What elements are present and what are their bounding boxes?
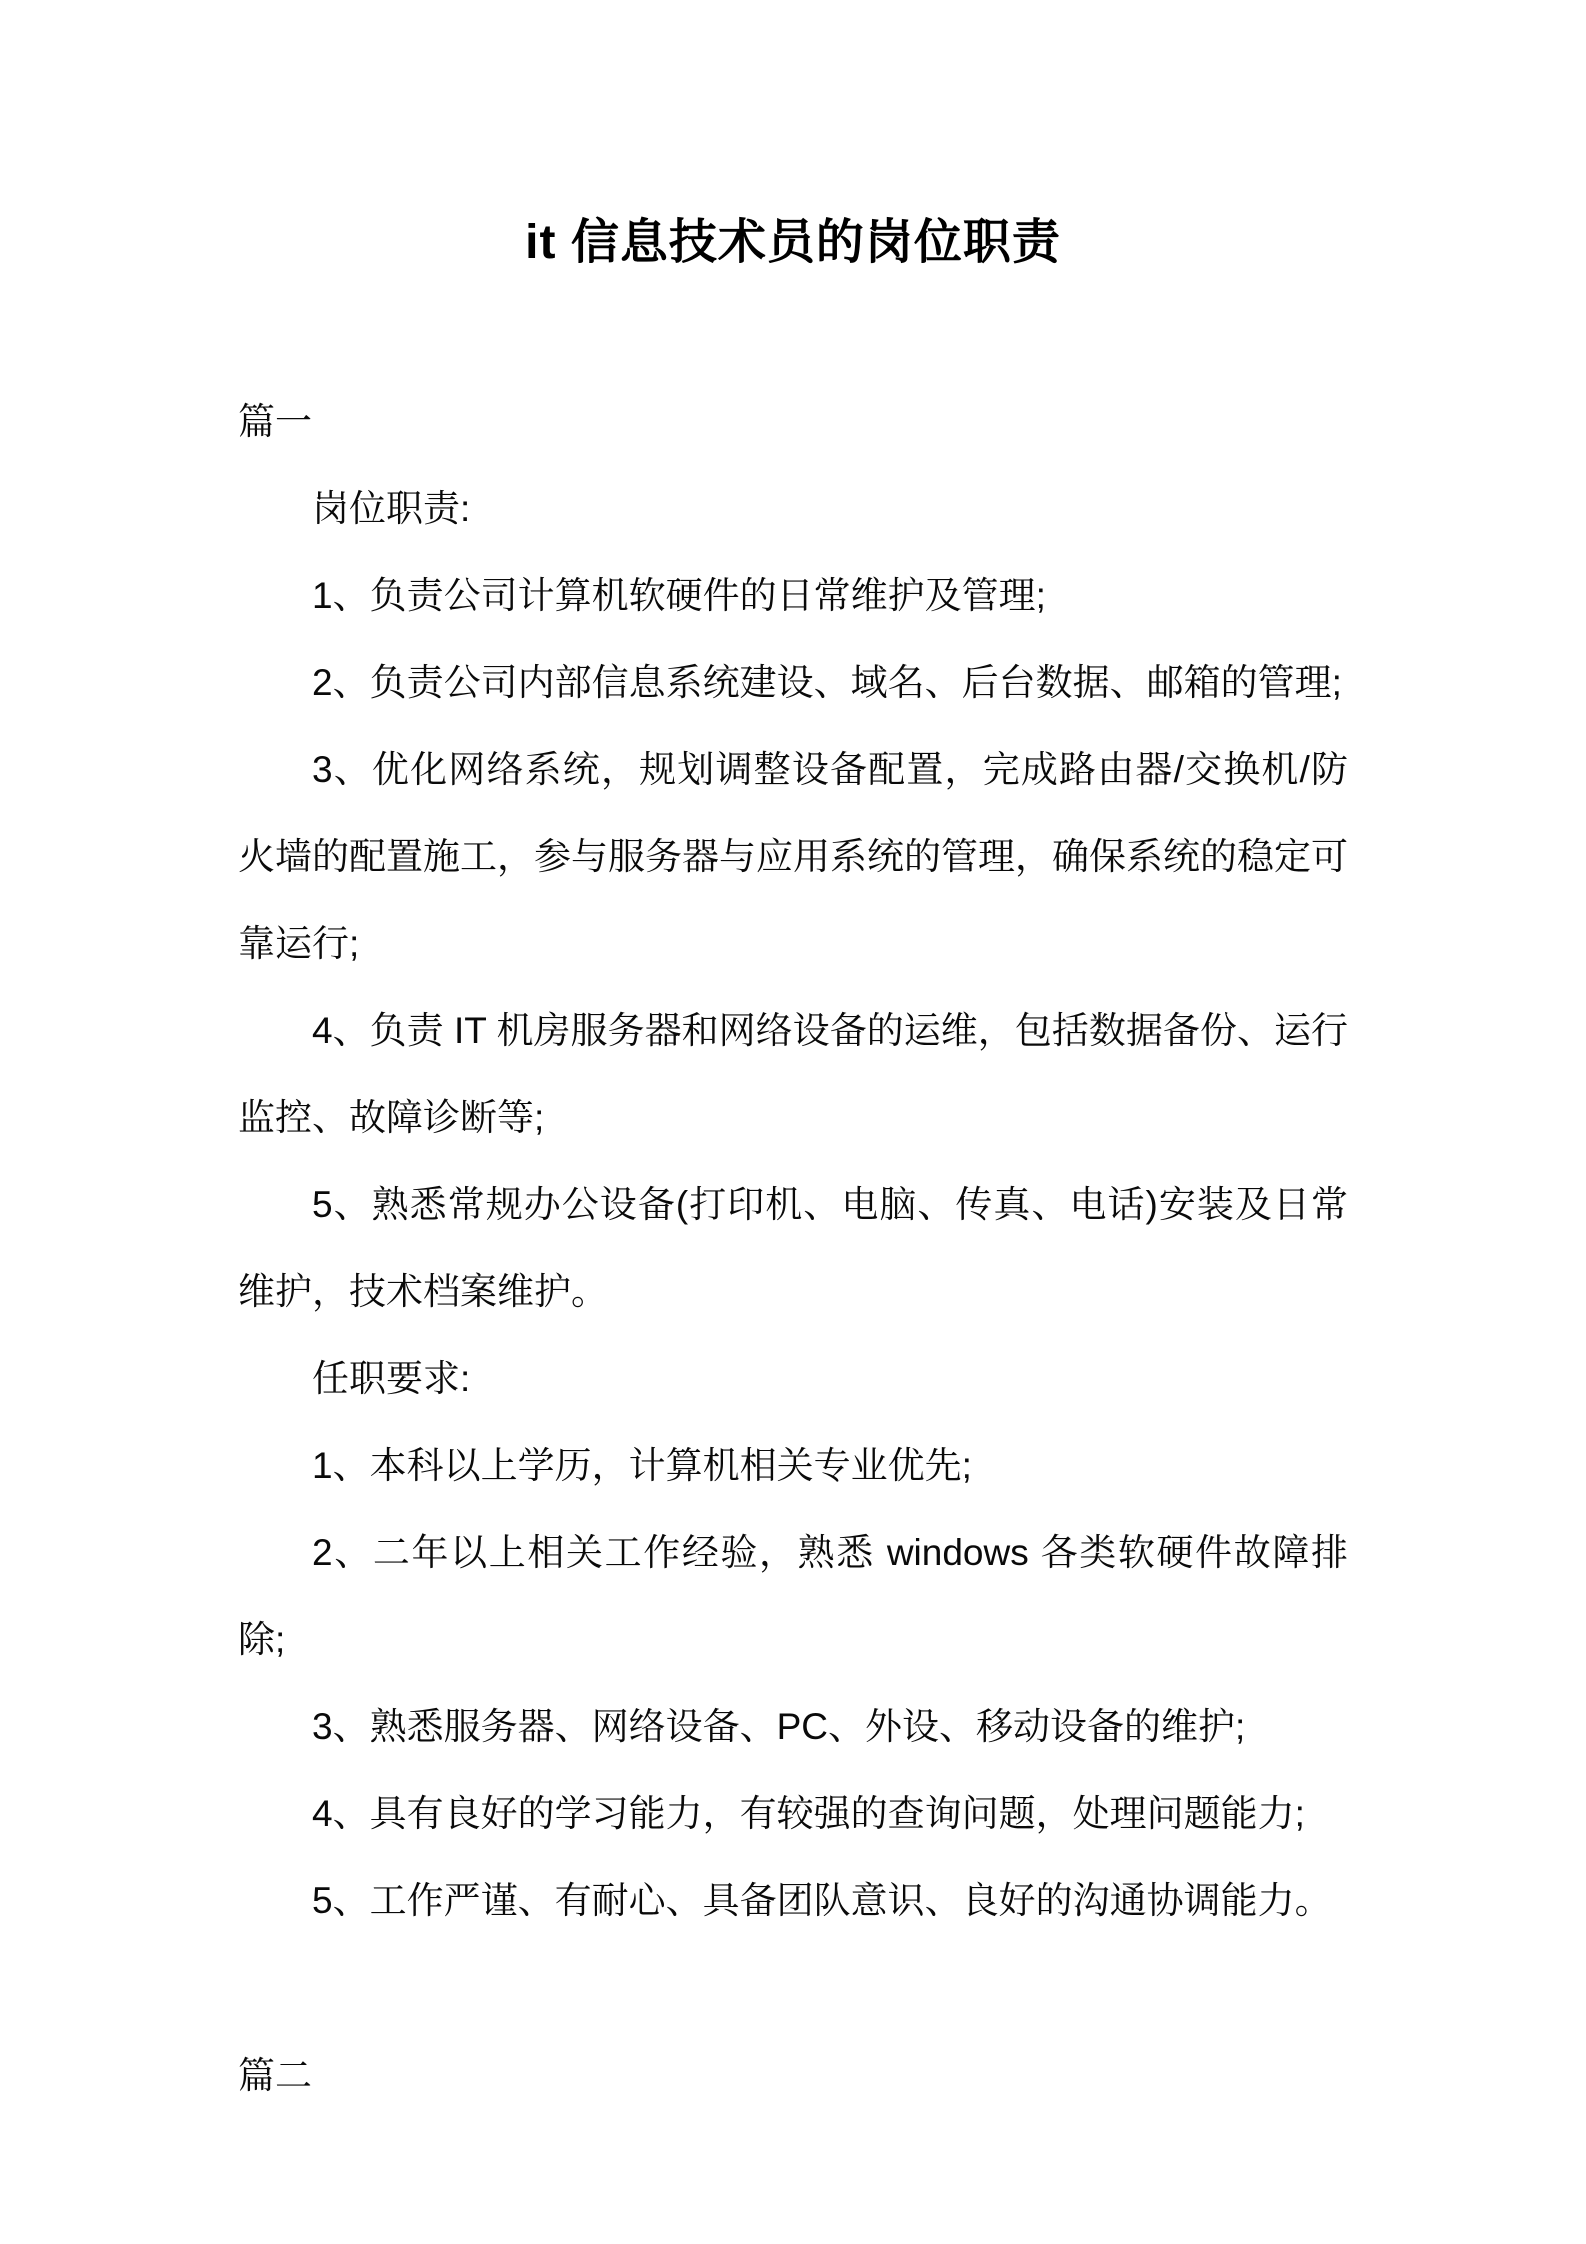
- document-title: it 信息技术员的岗位职责: [525, 216, 1061, 269]
- duty-item-1: 1、负责公司计算机软硬件的日常维护及管理;: [312, 575, 1046, 616]
- requirement-item-5: 5、工作严谨、有耐心、具备团队意识、良好的沟通协调能力。: [312, 1880, 1332, 1921]
- section-two-label: 篇二: [238, 2055, 312, 2096]
- document-body: [238, 378, 1348, 2119]
- requirement-item-2: 2、二年以上相关工作经验，熟悉 windows 各类软硬件故障排除;: [238, 1532, 1348, 1660]
- requirement-item-3: 3、熟悉服务器、网络设备、PC、外设、移动设备的维护;: [312, 1706, 1246, 1747]
- duty-item-5: 5、熟悉常规办公设备(打印机、电脑、传真、电话)安装及日常维护，技术档案维护。: [238, 1184, 1348, 1312]
- requirement-item-4: 4、具有良好的学习能力，有较强的查询问题，处理问题能力;: [312, 1793, 1305, 1834]
- requirement-item-1: 1、本科以上学历，计算机相关专业优先;: [312, 1445, 972, 1486]
- section-one-label: 篇一: [238, 401, 312, 442]
- duty-item-3: 3、优化网络系统，规划调整设备配置，完成路由器/交换机/防火墙的配置施工，参与服务器与应用系统的管理，确保系统的稳定可靠运行;: [238, 749, 1348, 964]
- requirements-heading: 任职要求:: [312, 1358, 471, 1399]
- duty-item-2: 2、负责公司内部信息系统建设、域名、后台数据、邮箱的管理;: [312, 662, 1342, 703]
- duties-heading: 岗位职责:: [312, 488, 471, 529]
- duty-item-4: 4、负责 IT 机房服务器和网络设备的运维，包括数据备份、运行监控、故障诊断等;: [238, 1010, 1348, 1138]
